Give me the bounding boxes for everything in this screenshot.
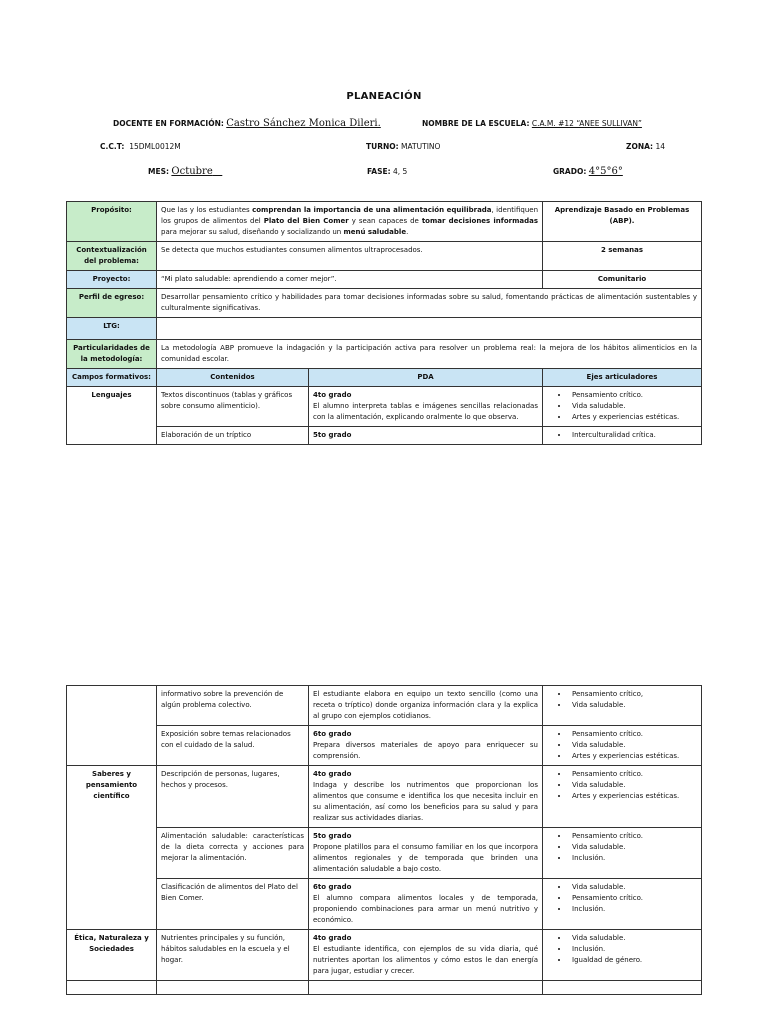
pda-text: El alumno interpreta tablas e imágenes sencillas relacionadas con la alimentación, explicando oralmente lo que observa. xyxy=(313,402,538,421)
eje-item: • Vida saludable. xyxy=(569,780,697,791)
mes-field xyxy=(148,166,222,177)
contenido-cell: Descripción de personas, lugares, hechos y procesos. xyxy=(157,766,309,828)
empty-cell xyxy=(157,981,309,995)
eje-item: • Artes y experiencias estéticas. xyxy=(569,412,697,423)
eje-item: • Vida saludable. xyxy=(569,933,697,944)
eje-item: • Pensamiento crítico, xyxy=(569,689,697,700)
column-header-row xyxy=(67,369,702,387)
proposito-text: Que las y los estudiantes comprendan la importancia de una alimentación equilibrada, identifiquen los grupos de alimentos del Plato del Bien Comer y sean capaces de tomar decisiones informadas para mejorar su salud, diseñando y socializando un menú saludable. xyxy=(157,202,543,242)
table-row xyxy=(67,387,702,427)
contenido-cell: Alimentación saludable: características de la dieta correcta y acciones para mejorar la alimentación. xyxy=(157,828,309,879)
document-title: PLANEACIÓN xyxy=(346,91,422,102)
proposito-label: Propósito: xyxy=(67,202,157,242)
ltg-label: LTG: xyxy=(67,318,157,340)
campo-etica: Ética, Naturaleza y Sociedades xyxy=(67,930,157,981)
eje-item: • Pensamiento crítico. xyxy=(569,831,697,842)
table-row xyxy=(67,981,702,995)
fase-value: 4, 5 xyxy=(392,167,408,176)
campo-saberes: Saberes y pensamiento científico xyxy=(67,766,157,930)
grado-label: 5to grado xyxy=(313,832,352,840)
ejes-cell xyxy=(543,879,702,930)
grado-label: GRADO: xyxy=(553,167,587,176)
eje-item: • Inclusión. xyxy=(569,853,697,864)
pda-cell xyxy=(309,828,543,879)
ejes-cell xyxy=(543,930,702,981)
pda-cell xyxy=(309,427,543,445)
table-row xyxy=(67,271,702,289)
pda-cell xyxy=(309,387,543,427)
eje-item: • Artes y experiencias estéticas. xyxy=(569,751,697,762)
pda-text: Propone platillos para el consumo familiar en los que incorpora alimentos regionales y de temporada que brinden una alimentación saludable a bajo costo. xyxy=(313,843,538,873)
empty-cell xyxy=(309,981,543,995)
docente-field xyxy=(113,118,381,129)
pda-cell: El estudiante elabora en equipo un texto sencillo (como una receta o tríptico) donde organiza información clara y la explica al grupo con ejemplos cotidianos. xyxy=(309,686,543,726)
duracion-value: 2 semanas xyxy=(543,242,702,271)
campo-continuation xyxy=(67,686,157,766)
table-row xyxy=(67,879,702,930)
cct-label: C.C.T: xyxy=(100,142,125,151)
ejes-cell xyxy=(543,828,702,879)
ejes-cell xyxy=(543,686,702,726)
eje-item: • Inclusión. xyxy=(569,904,697,915)
eje-item: • Vida saludable. xyxy=(569,842,697,853)
pda-cell xyxy=(309,726,543,766)
escuela-value: C.A.M. #12 “ANEE SULLIVAN” xyxy=(531,119,642,128)
eje-item: • Pensamiento crítico. xyxy=(569,390,697,401)
eje-item: • Artes y experiencias estéticas. xyxy=(569,791,697,802)
col-pda-header: PDA xyxy=(309,369,543,387)
escuela-label: NOMBRE DE LA ESCUELA: xyxy=(422,119,530,128)
escuela-field xyxy=(422,119,642,128)
grado-label: 6to grado xyxy=(313,730,352,738)
fase-field xyxy=(367,167,407,176)
col-campos-header: Campos formativos: xyxy=(67,369,157,387)
pda-cell xyxy=(309,879,543,930)
eje-item: • Igualdad de género. xyxy=(569,955,697,966)
mes-label: MES: xyxy=(148,167,169,176)
eje-item: • Inclusión. xyxy=(569,944,697,955)
grado-label: 4to grado xyxy=(313,391,352,399)
proyecto-text: “Mi plato saludable: aprendiendo a comer mejor”. xyxy=(157,271,543,289)
table-row xyxy=(67,930,702,981)
ltg-value xyxy=(157,318,702,340)
ejes-cell xyxy=(543,726,702,766)
grado-label: 5to grado xyxy=(313,431,352,439)
pda-text: El alumno compara alimentos locales y de temporada, proponiendo combinaciones para armar un menú nutritivo y económico. xyxy=(313,894,538,924)
table-row xyxy=(67,289,702,318)
eje-item: • Interculturalidad crítica. xyxy=(569,430,697,441)
planning-table-page-1 xyxy=(66,201,702,445)
table-row xyxy=(67,242,702,271)
cct-field xyxy=(100,142,181,151)
turno-label: TURNO: xyxy=(366,142,399,151)
pda-cell xyxy=(309,930,543,981)
eje-item: • Vida saludable. xyxy=(569,700,697,711)
table-row xyxy=(67,340,702,369)
escenario-value: Comunitario xyxy=(543,271,702,289)
contenido-cell: informativo sobre la prevención de algún problema colectivo. xyxy=(157,686,309,726)
proyecto-label: Proyecto: xyxy=(67,271,157,289)
turno-field xyxy=(366,142,440,151)
ejes-cell xyxy=(543,427,702,445)
table-row xyxy=(67,766,702,828)
pda-cell xyxy=(309,766,543,828)
planning-table-page-2 xyxy=(66,685,702,995)
particularidades-label: Particularidades de la metodología: xyxy=(67,340,157,369)
contexto-label: Contextualización del problema: xyxy=(67,242,157,271)
fase-label: FASE: xyxy=(367,167,391,176)
docente-value: Castro Sánchez Monica Dileri. xyxy=(226,118,381,129)
eje-item: • Pensamiento crítico. xyxy=(569,893,697,904)
docente-label: DOCENTE EN FORMACIÓN: xyxy=(113,119,224,128)
metodologia-value: Aprendizaje Basado en Problemas (ABP). xyxy=(543,202,702,242)
eje-item: • Vida saludable. xyxy=(569,882,697,893)
ejes-cell xyxy=(543,766,702,828)
grado-label: 4to grado xyxy=(313,934,352,942)
table-row xyxy=(67,686,702,726)
pda-text: El estudiante identifica, con ejemplos de su vida diaria, qué nutrientes aportan los alimentos y cómo estos le dan energía para jugar, estudiar y crecer. xyxy=(313,945,538,975)
table-row xyxy=(67,726,702,766)
cct-value: 15DML0012M xyxy=(129,142,181,151)
table-row xyxy=(67,202,702,242)
table-row xyxy=(67,318,702,340)
table-row xyxy=(67,828,702,879)
grado-field xyxy=(553,166,623,177)
col-ejes-header: Ejes articuladores xyxy=(543,369,702,387)
grado-label: 4to grado xyxy=(313,770,352,778)
perfil-label: Perfil de egreso: xyxy=(67,289,157,318)
perfil-text: Desarrollar pensamiento crítico y habilidades para tomar decisiones informadas sobre su salud, fomentando prácticas de alimentación sustentables y culturalmente significativas. xyxy=(157,289,702,318)
turno-value: MATUTINO xyxy=(401,142,441,151)
particularidades-text: La metodología ABP promueve la indagación y la participación activa para resolver un problema real: la mejora de los hábitos alimenticios en la comunidad escolar. xyxy=(157,340,702,369)
zona-label: ZONA: xyxy=(626,142,654,151)
eje-item: • Pensamiento crítico. xyxy=(569,729,697,740)
empty-cell xyxy=(543,981,702,995)
eje-item: • Pensamiento crítico. xyxy=(569,769,697,780)
table-row xyxy=(67,427,702,445)
pda-text: Indaga y describe los nutrimentos que proporcionan los alimentos que consume e identifica los que necesita incluir en su alimentación, así como los beneficios para su salud y para realizar sus actividades diarias. xyxy=(313,781,538,822)
contenido-cell: Clasificación de alimentos del Plato del Bien Comer. xyxy=(157,879,309,930)
zona-value: 14 xyxy=(655,142,665,151)
grado-label: 6to grado xyxy=(313,883,352,891)
contenido-cell: Nutrientes principales y su función, hábitos saludables en la escuela y el hogar. xyxy=(157,930,309,981)
contenido-cell: Elaboración de un tríptico xyxy=(157,427,309,445)
eje-item: • Vida saludable. xyxy=(569,401,697,412)
empty-cell xyxy=(67,981,157,995)
campo-lenguajes: Lenguajes xyxy=(67,387,157,445)
contenido-cell: Exposición sobre temas relacionados con el cuidado de la salud. xyxy=(157,726,309,766)
col-contenidos-header: Contenidos xyxy=(157,369,309,387)
grado-value: 4°5°6° xyxy=(588,166,623,177)
contenido-cell: Textos discontinuos (tablas y gráficos sobre consumo alimenticio). xyxy=(157,387,309,427)
mes-value: Octubre xyxy=(171,166,213,177)
contexto-text: Se detecta que muchos estudiantes consumen alimentos ultraprocesados. xyxy=(157,242,543,271)
ejes-cell xyxy=(543,387,702,427)
zona-field xyxy=(626,142,665,151)
pda-text: Prepara diversos materiales de apoyo para enriquecer su comprensión. xyxy=(313,741,538,760)
eje-item: • Vida saludable. xyxy=(569,740,697,751)
